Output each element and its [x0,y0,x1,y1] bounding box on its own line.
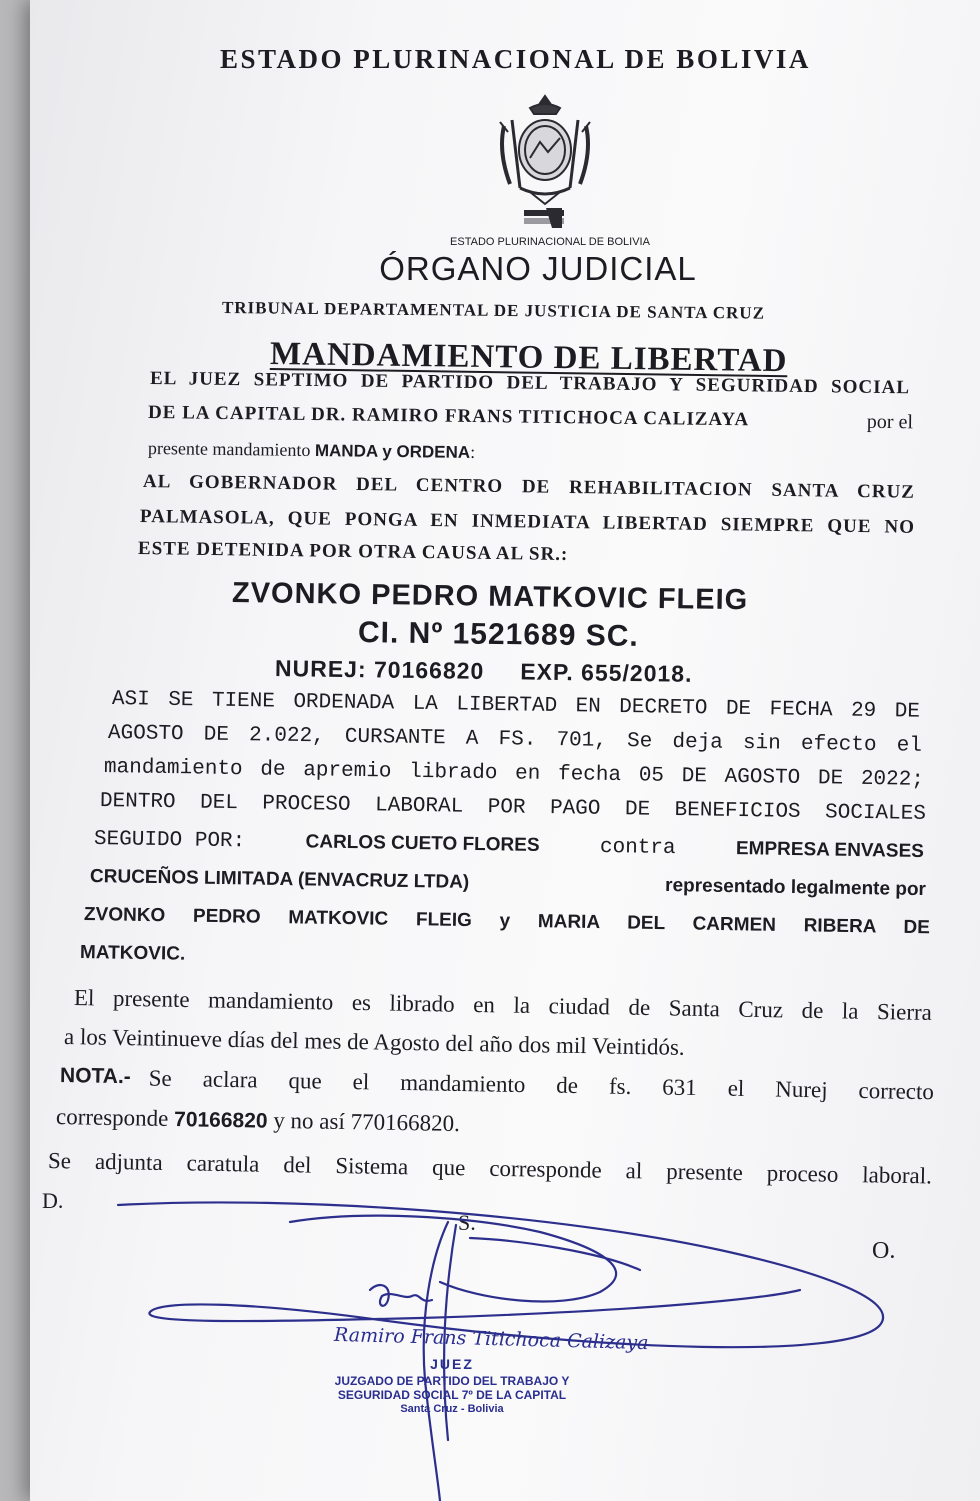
body-line-2: AGOSTO DE 2.022, CURSANTE A FS. 701, Se deja sin efecto el [107,722,923,758]
order-line-2: PALMASOLA, QUE PONGA EN INMEDIATA LIBERTAD SIEMPRE QUE NO [139,506,916,538]
order-line-3: ESTE DETENIDA POR OTRA CAUSA AL SR.: [137,538,569,566]
intro-judge: DE LA CAPITAL DR. RAMIRO FRANS TITICHOCA CALIZAYA [147,402,750,431]
judge-signature-name: Ramiro Frans Titichoca Calizaya [333,1323,649,1355]
nota-label: NOTA.- [59,1064,131,1089]
intro-line-3: presente mandamiento MANDA y ORDENA: [147,438,476,462]
body-line-1: ASI SE TIENE ORDENADA LA LIBERTAD EN DECRETO DE FECHA 29 DE [111,688,921,724]
tribunal-heading: TRIBUNAL DEPARTAMENTAL DE JUSTICIA DE SANTA CRUZ [221,298,766,323]
court-line-2: SEGURIDAD SOCIAL 7º DE LA CAPITAL [337,1388,567,1402]
person-ci: CI. Nº 1521689 SC. [357,616,639,653]
state-caption: ESTADO PLURINACIONAL DE BOLIVIA [450,236,650,248]
plaintiff-name: CARLOS CUETO FLORES [305,831,540,856]
body-line-7: ZVONKO PEDRO MATKOVIC FLEIG y MARIA DEL CARMEN RIBERA DE [83,904,931,939]
nota-line-2: corresponde 70166820 y no así 770166820. [55,1104,461,1137]
body-line-3: mandamiento de apremio librado en fecha 05 DE AGOSTO DE 2022; [103,756,925,792]
footer-s: S. [458,1210,476,1235]
country-heading: ESTADO PLURINACIONAL DE BOLIVIA [220,44,811,74]
defendant-company: EMPRESA ENVASES [735,838,925,863]
nurej-correct: 70166820 [173,1108,268,1133]
footer-o: O. [872,1238,896,1264]
nurej-number: NUREJ: 70166820 [274,655,485,684]
closing-line-2: a los Veintinueve días del mes de Agosto del año dos mil Veintidós. [63,1024,685,1060]
exp-number: EXP. 655/2018. [520,658,693,687]
closing-line-1: El presente mandamiento es librado en la ciudad de Santa Cruz de la Sierra [73,985,933,1025]
body-line-8: MATKOVIC. [79,942,186,965]
organo-judicial-logo-text: ÓRGANO JUDICIAL [379,250,697,287]
judge-role: JUEZ [430,1356,474,1372]
intro-line-1: EL JUEZ SEPTIMO DE PARTIDO DEL TRABAJO Y SEGURIDAD SOCIAL [149,368,911,399]
order-line-1: AL GOBERNADOR DEL CENTRO DE REHABILITACION SANTA CRUZ [142,471,916,503]
person-name: ZVONKO PEDRO MATKOVIC FLEIG [231,577,749,617]
nota-line-1: NOTA.- Se aclara que el mandamiento de fs. 631 el Nurej correcto [59,1064,935,1105]
body-line-5: SEGUIDO POR: CARLOS CUETO FLORES contra EMPRESA ENVASES [93,828,925,863]
footer-d: D. [42,1188,64,1213]
bolivia-coat-of-arms-icon [490,92,600,232]
court-line-1: JUZGADO DE PARTIDO DEL TRABAJO Y [334,1374,570,1388]
adjunta-line: Se adjunta caratula del Sistema que corresponde al presente proceso laboral. [47,1148,933,1189]
body-line-6: CRUCEÑOS LIMITADA (ENVACRUZ LTDA) representado legalmente por [89,866,927,901]
intro-por-el: por el [866,410,914,434]
document-title: MANDAMIENTO DE LIBERTAD [269,336,788,380]
court-line-3: Santa Cruz - Bolivia [400,1403,504,1415]
body-line-4: DENTRO DEL PROCESO LABORAL POR PAGO DE BENEFICIOS SOCIALES [99,790,927,826]
